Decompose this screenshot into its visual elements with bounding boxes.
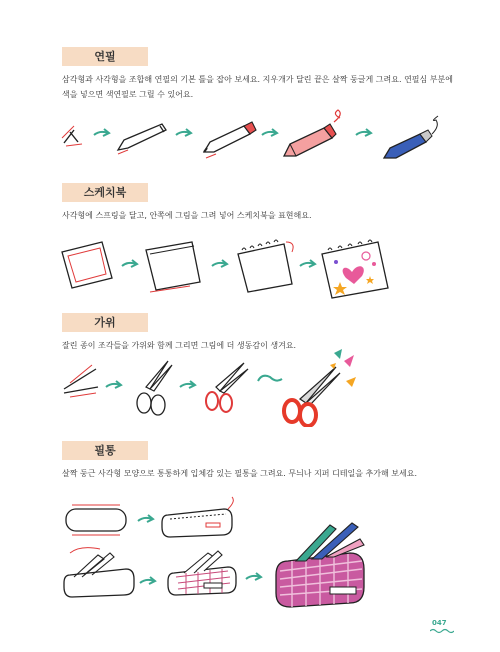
sketchbook-step-2 (146, 242, 200, 292)
pencil-step-2 (118, 124, 166, 154)
pencil-case-step-5 (276, 523, 364, 607)
section-desc-pencil: 삼각형과 사각형을 조합해 연필의 기본 틀을 잡아 보세요. 지우개가 달린 끝은 살짝 둥글게 그려요. 연필심 부분에 색을 넣으면 색연필로 그릴 수 있어요. (62, 75, 453, 99)
pencil-step-1 (62, 126, 82, 146)
sketchbook-step-1 (62, 242, 112, 288)
sketchbook-step-3 (238, 240, 293, 292)
pencil-step-5 (384, 116, 438, 158)
section-desc-pencil-case: 살짝 둥근 사각형 모양으로 통통하게 입체감 있는 필통을 그려요. 무늬나 지퍼 디테일을 추가해 보세요. (62, 469, 417, 478)
section-title-sketchbook: 스케치북 (62, 183, 148, 202)
pencil-case-step-3 (64, 548, 134, 597)
section-desc-scissors: 잘린 종이 조각들을 가위와 함께 그리면 그림에 더 생동감이 생겨요. (62, 341, 297, 350)
section-desc-sketchbook: 사각형에 스프링을 달고, 안쪽에 그림을 그려 넣어 스케치북을 표현해요. (62, 211, 312, 220)
pencil-illustrations (0, 108, 500, 170)
sketchbook-step-4 (322, 240, 388, 298)
pencil-case-step-4 (168, 551, 236, 595)
pencil-case-step-1 (66, 505, 126, 535)
page-number: 047 (432, 619, 447, 627)
pencil-case-illustrations (0, 495, 500, 610)
scissors-step-1 (64, 365, 98, 397)
scissors-step-2 (137, 361, 172, 415)
pencil-case-step-2 (162, 497, 233, 537)
section-title-pencil-case: 필통 (62, 441, 148, 460)
scissors-step-3 (206, 363, 248, 412)
scissors-illustrations (0, 347, 500, 427)
sketchbook-illustrations (0, 232, 500, 302)
arrow-icon (258, 376, 282, 381)
pencil-step-3 (204, 122, 256, 158)
scissors-step-4 (284, 349, 356, 426)
section-title-pencil: 연필 (62, 47, 148, 66)
wave-decoration-icon (430, 628, 454, 634)
section-title-scissors: 가위 (62, 313, 148, 332)
pencil-step-4 (284, 110, 340, 156)
